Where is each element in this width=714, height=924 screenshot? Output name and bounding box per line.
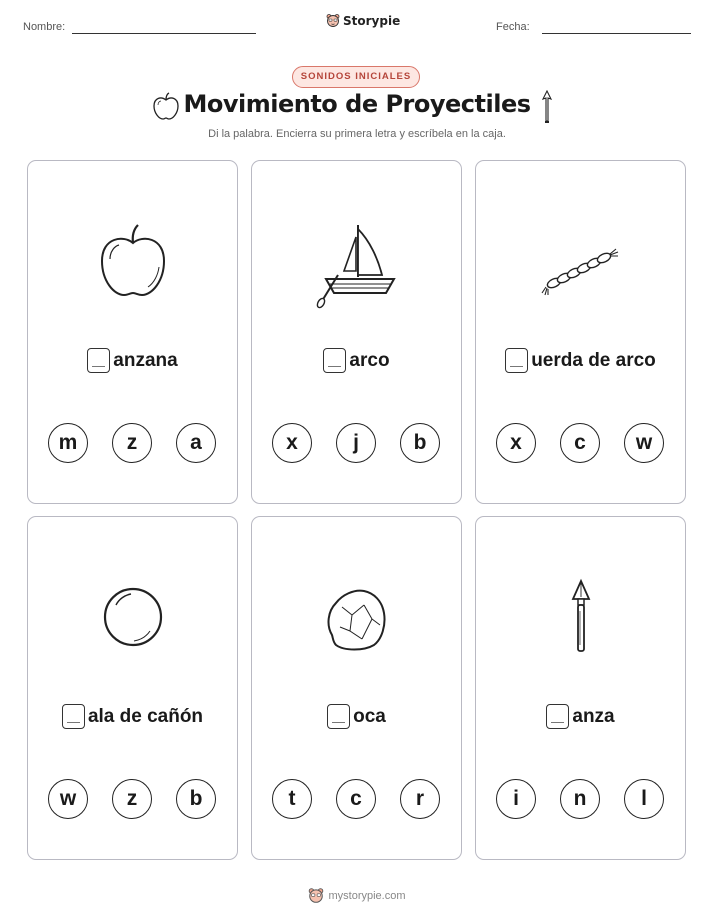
answer-box[interactable] [505,348,528,373]
answer-box[interactable] [323,348,346,373]
mascot-icon [308,887,324,904]
letter-choice[interactable]: m [48,423,88,463]
word-prompt [252,348,461,373]
date-line [542,33,691,34]
rock-picture [312,575,402,665]
letter-choice[interactable]: w [624,423,664,463]
footer-site: mystorypie.com [328,889,406,902]
word-ending: arco [349,349,390,371]
word-card [475,160,686,504]
word-prompt [252,704,461,729]
word-ending: anzana [113,349,178,371]
word-card [27,160,238,504]
letter-choice[interactable]: x [272,423,312,463]
letter-choice[interactable]: a [176,423,216,463]
letter-choice[interactable]: c [560,423,600,463]
word-prompt [476,348,685,373]
letter-choice[interactable]: t [272,779,312,819]
arrow-icon [540,90,554,124]
letter-choice[interactable]: z [112,423,152,463]
letter-choice[interactable]: j [336,423,376,463]
bowstring-picture [536,219,626,309]
letter-choice[interactable]: b [176,779,216,819]
word-card [27,516,238,860]
mascot-icon [326,13,340,28]
letter-choice[interactable]: l [624,779,664,819]
word-prompt [28,704,237,729]
spear-picture [536,575,626,665]
word-ending: ala de cañón [87,705,204,727]
letter-choice[interactable]: w [48,779,88,819]
letter-choice[interactable]: z [112,779,152,819]
category-tag: SONIDOS INICIALES [292,66,420,88]
word-ending: uerda de arco [531,349,656,371]
word-ending: oca [353,705,386,727]
answer-box[interactable] [546,704,569,729]
word-card [251,516,462,860]
word-ending: anza [572,705,615,727]
letter-choice[interactable]: r [400,779,440,819]
answer-box[interactable] [62,704,85,729]
answer-box[interactable] [327,704,350,729]
letter-choice[interactable]: n [560,779,600,819]
letter-choice[interactable]: i [496,779,536,819]
name-line [72,33,256,34]
word-card [251,160,462,504]
answer-box[interactable] [87,348,110,373]
word-prompt [476,704,685,729]
brand-name: Storypie [343,13,401,28]
footer [0,887,714,904]
apple-picture [88,219,178,309]
page-title: Movimiento de Proyectiles [183,90,531,118]
letter-choice[interactable]: x [496,423,536,463]
word-prompt [28,348,237,373]
letter-choice[interactable]: c [336,779,376,819]
sailboat-picture [312,219,402,309]
date-label: Fecha: [496,21,530,33]
brand-logo [326,13,400,28]
instructions: Di la palabra. Encierra su primera letra y escríbela en la caja. [208,128,506,140]
letter-choice[interactable]: b [400,423,440,463]
worksheet-header [0,0,714,50]
cannonball-picture [88,575,178,665]
word-card [475,516,686,860]
name-label: Nombre: [23,21,66,33]
